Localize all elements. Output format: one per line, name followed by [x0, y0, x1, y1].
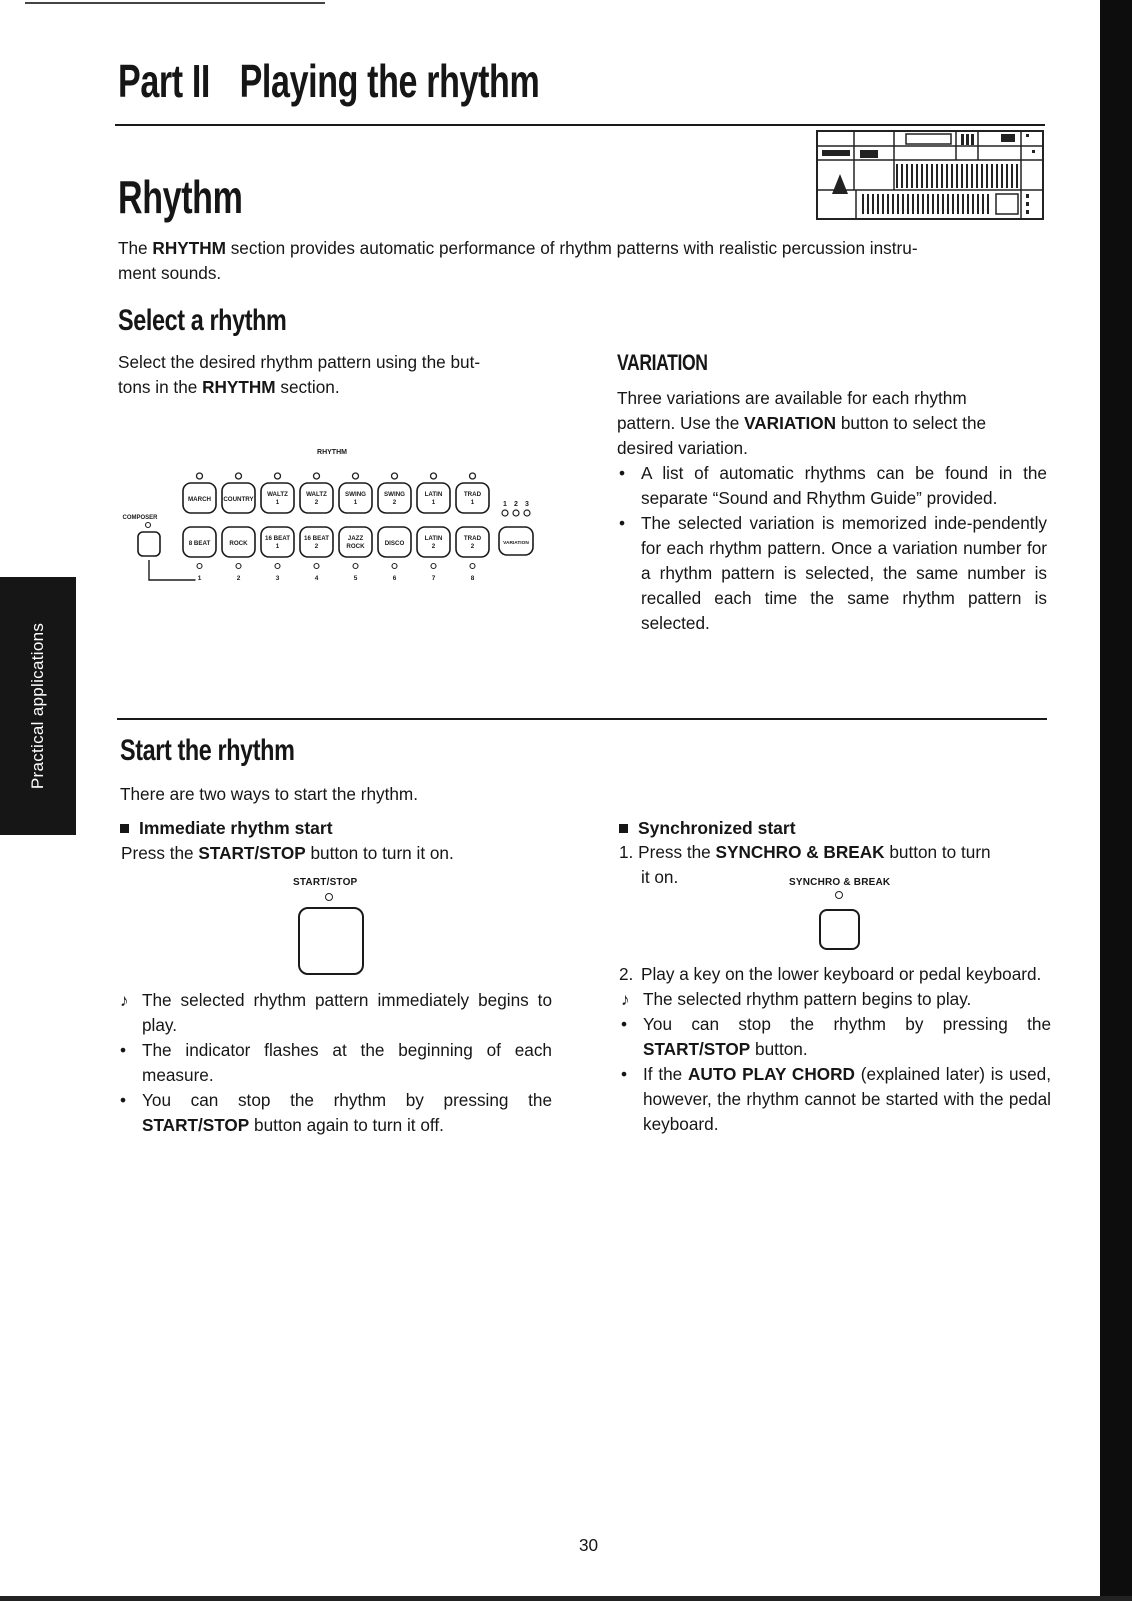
variation-bullet-1	[617, 461, 1047, 511]
select-line2	[118, 375, 578, 400]
rhythm-button-sublabel: 1	[431, 499, 436, 506]
select-text-after: section.	[275, 377, 340, 397]
rhythm-button-sublabel: 1	[275, 499, 280, 506]
bullet-bold: START/STOP	[643, 1039, 751, 1059]
rhythm-button-label: 16 BEAT	[304, 535, 329, 542]
composer-connector-line	[149, 560, 196, 580]
rhythm-button-waltz-1[interactable]	[261, 483, 294, 513]
note-icon: ♪	[120, 990, 129, 1010]
intro-line2: ment sounds.	[118, 263, 222, 283]
variation-bold: VARIATION	[744, 413, 837, 433]
variation-line1: Three variations are available for each rhythm	[617, 388, 967, 408]
synchro-break-indicator	[835, 891, 843, 899]
rhythm-button-label: ROCK	[229, 540, 248, 547]
sync-start-title: Synchronized start	[638, 818, 796, 838]
bullet-text: A list of automatic rhythms can be found in the separate “Sound and Rhythm Guide” provided.	[641, 463, 1047, 508]
bullet-text: The indicator flashes at the beginning of each measure.	[142, 1040, 552, 1085]
rhythm-button-label: 16 BEAT	[265, 535, 290, 542]
rhythm-button-label: SWING	[384, 491, 405, 498]
variation-heading: VARIATION	[617, 350, 708, 375]
rhythm-button-sublabel: 2	[431, 543, 436, 550]
right-page-border	[1100, 0, 1132, 1601]
rhythm-button-sublabel: ROCK	[346, 543, 365, 550]
organ-panel-thumbnail	[816, 130, 1046, 222]
step-number: 2.	[619, 964, 634, 984]
variation-number: 1	[503, 501, 507, 508]
composer-memory-led	[431, 564, 436, 569]
variation-bullet-2	[617, 511, 1047, 636]
rhythm-button-sublabel: 1	[470, 499, 475, 506]
synchro-break-label: SYNCHRO & BREAK	[789, 877, 891, 888]
section-rule	[117, 718, 1047, 720]
variation-text-after: button to select the	[836, 413, 987, 433]
composer-memory-led	[197, 564, 202, 569]
select-heading: Select a rhythm	[118, 304, 287, 337]
bullet-text: The selected variation is memorized inde-pendently for each rhythm pattern. Once a variation number for a rhythm pattern is selected, the same number is recalled each time the same rhythm pattern is selected.	[641, 513, 1047, 633]
bullet-icon: •	[120, 1040, 127, 1060]
bullet-text: You can stop the rhythm by pressing the	[643, 1014, 1051, 1034]
start-stop-indicator	[325, 893, 333, 901]
bullet-text-after: button.	[750, 1039, 808, 1059]
bullet-text: If the	[643, 1064, 689, 1084]
rhythm-indicator-led	[392, 473, 398, 479]
composer-label: COMPOSER	[122, 515, 158, 521]
side-tab	[0, 577, 76, 835]
sync-start-heading	[619, 818, 796, 839]
step-text-after: button to turn	[884, 842, 991, 862]
composer-memory-led	[353, 564, 358, 569]
intro-text: The	[118, 238, 153, 258]
rhythm-button-trad-2[interactable]	[456, 527, 489, 557]
immediate-bullet-1	[118, 1038, 552, 1088]
sync-step-1-line2: it on.	[641, 867, 679, 887]
rhythm-panel-label: RHYTHM	[317, 449, 347, 456]
sync-step-2	[619, 962, 1051, 987]
composer-memory-led	[392, 564, 397, 569]
rhythm-indicator-led	[314, 473, 320, 479]
sync-bullet-1	[619, 1012, 1051, 1062]
intro-paragraph	[118, 236, 1058, 286]
instr-text: Press the	[121, 843, 199, 863]
rhythm-button-label: MARCH	[187, 496, 212, 503]
rhythm-panel-diagram	[120, 440, 550, 590]
start-stop-button[interactable]	[298, 907, 364, 975]
top-edge-line	[25, 2, 325, 4]
select-line1: Select the desired rhythm pattern using the but-	[118, 352, 481, 372]
step-bold: SYNCHRO & BREAK	[715, 842, 885, 862]
sync-bullet-2	[619, 1062, 1051, 1137]
rhythm-button-label: SWING	[345, 491, 366, 498]
rhythm-button-swing-2[interactable]	[378, 483, 411, 513]
composer-button[interactable]	[138, 532, 160, 556]
composer-memory-led	[275, 564, 280, 569]
title-rule	[115, 124, 1045, 126]
rhythm-button-latin-2[interactable]	[417, 527, 450, 557]
note-icon: ♪	[621, 989, 630, 1009]
step-text: Press the	[638, 842, 716, 862]
rhythm-button-sublabel: 2	[392, 499, 397, 506]
rhythm-button-16-beat-2[interactable]	[300, 527, 333, 557]
page-number: 30	[579, 1535, 599, 1555]
rhythm-indicator-led	[275, 473, 281, 479]
rhythm-button-sublabel: 1	[275, 543, 280, 550]
composer-memory-led	[470, 564, 475, 569]
note-text: The selected rhythm pattern begins to play.	[643, 989, 972, 1009]
rhythm-indicator-led	[353, 473, 359, 479]
bullet-icon: •	[619, 513, 626, 533]
composer-memory-number: 5	[353, 575, 358, 582]
composer-memory-number: 6	[392, 575, 397, 582]
part-title: Playing the rhythm	[239, 55, 540, 107]
composer-memory-number: 3	[275, 575, 280, 582]
rhythm-indicator-led	[197, 473, 203, 479]
intro-text-after: section provides automatic performance of rhythm patterns with realistic percussion instru-	[225, 238, 918, 258]
side-tab-label: Practical applications	[28, 622, 47, 790]
instr-bold: START/STOP	[198, 843, 306, 863]
rhythm-button-label: DISCO	[384, 540, 405, 547]
start-intro: There are two ways to start the rhythm.	[120, 784, 419, 804]
step-number: 1.	[619, 842, 634, 862]
intro-bold: RHYTHM	[152, 238, 226, 258]
rhythm-button-label: LATIN	[424, 491, 443, 498]
rhythm-button-label: WALTZ	[267, 491, 288, 498]
start-heading: Start the rhythm	[120, 734, 295, 767]
variation-text: pattern. Use the	[617, 413, 745, 433]
bullet-text: You can stop the rhythm by pressing the	[142, 1090, 552, 1110]
variation-number: 2	[514, 501, 518, 508]
bullet-icon: •	[621, 1014, 628, 1034]
rhythm-button-sublabel: 2	[314, 543, 319, 550]
instr-text-after: button to turn it on.	[305, 843, 454, 863]
variation-line3: desired variation.	[617, 438, 748, 458]
rhythm-button-16-beat-1[interactable]	[261, 527, 294, 557]
composer-indicator-led	[146, 523, 151, 528]
bullet-icon: •	[120, 1090, 127, 1110]
composer-memory-number: 4	[314, 575, 319, 582]
select-paragraph	[118, 350, 578, 400]
variation-indicator-led	[502, 510, 508, 516]
note-text: The selected rhythm pattern immediately begins to play.	[142, 990, 552, 1035]
start-stop-label: START/STOP	[293, 877, 358, 888]
square-bullet-icon	[120, 824, 129, 833]
sync-step-1-line1	[619, 840, 1051, 865]
rhythm-button-label: JAZZ	[347, 535, 364, 542]
variation-paragraph	[617, 386, 1047, 636]
step-text: Play a key on the lower keyboard or pedal keyboard.	[641, 964, 1042, 984]
section-title: Rhythm	[118, 171, 243, 223]
immediate-note	[118, 988, 552, 1038]
rhythm-button-label: TRAD	[463, 535, 482, 542]
immediate-start-heading	[120, 818, 333, 839]
rhythm-indicator-led	[470, 473, 476, 479]
immediate-instruction	[121, 841, 454, 866]
immediate-bullet-2	[118, 1088, 552, 1138]
bullet-icon: •	[619, 463, 626, 483]
variation-number: 3	[525, 501, 529, 508]
rhythm-indicator-led	[431, 473, 437, 479]
bullet-bold: START/STOP	[142, 1115, 250, 1135]
rhythm-button-waltz-2[interactable]	[300, 483, 333, 513]
rhythm-button-sublabel: 1	[353, 499, 358, 506]
composer-memory-number: 8	[470, 575, 475, 582]
rhythm-button-label: WALTZ	[306, 491, 327, 498]
immediate-notes	[118, 988, 552, 1138]
rhythm-button-latin-1[interactable]	[417, 483, 450, 513]
variation-button-label: VARIATION	[503, 541, 529, 546]
rhythm-indicator-led	[236, 473, 242, 479]
composer-memory-number: 2	[236, 575, 241, 582]
bullet-bold: AUTO PLAY CHORD	[688, 1064, 855, 1084]
rhythm-button-label: COUNTRY	[223, 496, 254, 503]
rhythm-button-trad-1[interactable]	[456, 483, 489, 513]
page-title	[118, 54, 539, 108]
square-bullet-icon	[619, 824, 628, 833]
sync-note	[619, 987, 1051, 1012]
bullet-text-after: button again to turn it off.	[249, 1115, 444, 1135]
sync-notes	[619, 962, 1051, 1137]
rhythm-button-label: 8 BEAT	[188, 540, 211, 547]
select-bold: RHYTHM	[202, 377, 276, 397]
part-label: Part II	[118, 55, 211, 107]
rhythm-button-swing-1[interactable]	[339, 483, 372, 513]
rhythm-button-sublabel: 2	[470, 543, 475, 550]
variation-indicator-led	[513, 510, 519, 516]
composer-memory-led	[236, 564, 241, 569]
variation-indicator-led	[524, 510, 530, 516]
immediate-start-title: Immediate rhythm start	[139, 818, 333, 838]
composer-memory-led	[314, 564, 319, 569]
rhythm-button-label: TRAD	[463, 491, 482, 498]
rhythm-button-label: LATIN	[424, 535, 443, 542]
synchro-break-button[interactable]	[819, 909, 860, 950]
intro-line1	[118, 236, 1058, 261]
bullet-icon: •	[621, 1064, 628, 1084]
variation-line2	[617, 411, 1047, 436]
bottom-page-border	[0, 1596, 1132, 1601]
composer-memory-number: 7	[431, 575, 436, 582]
rhythm-button-sublabel: 2	[314, 499, 319, 506]
composer-memory-number: 1	[197, 575, 202, 582]
bullet-text-after: (explained later) is used, however, the rhythm cannot be started with the pedal keyboard.	[643, 1064, 1051, 1134]
rhythm-button-jazz-rock[interactable]	[339, 527, 372, 557]
select-text: tons in the	[118, 377, 203, 397]
